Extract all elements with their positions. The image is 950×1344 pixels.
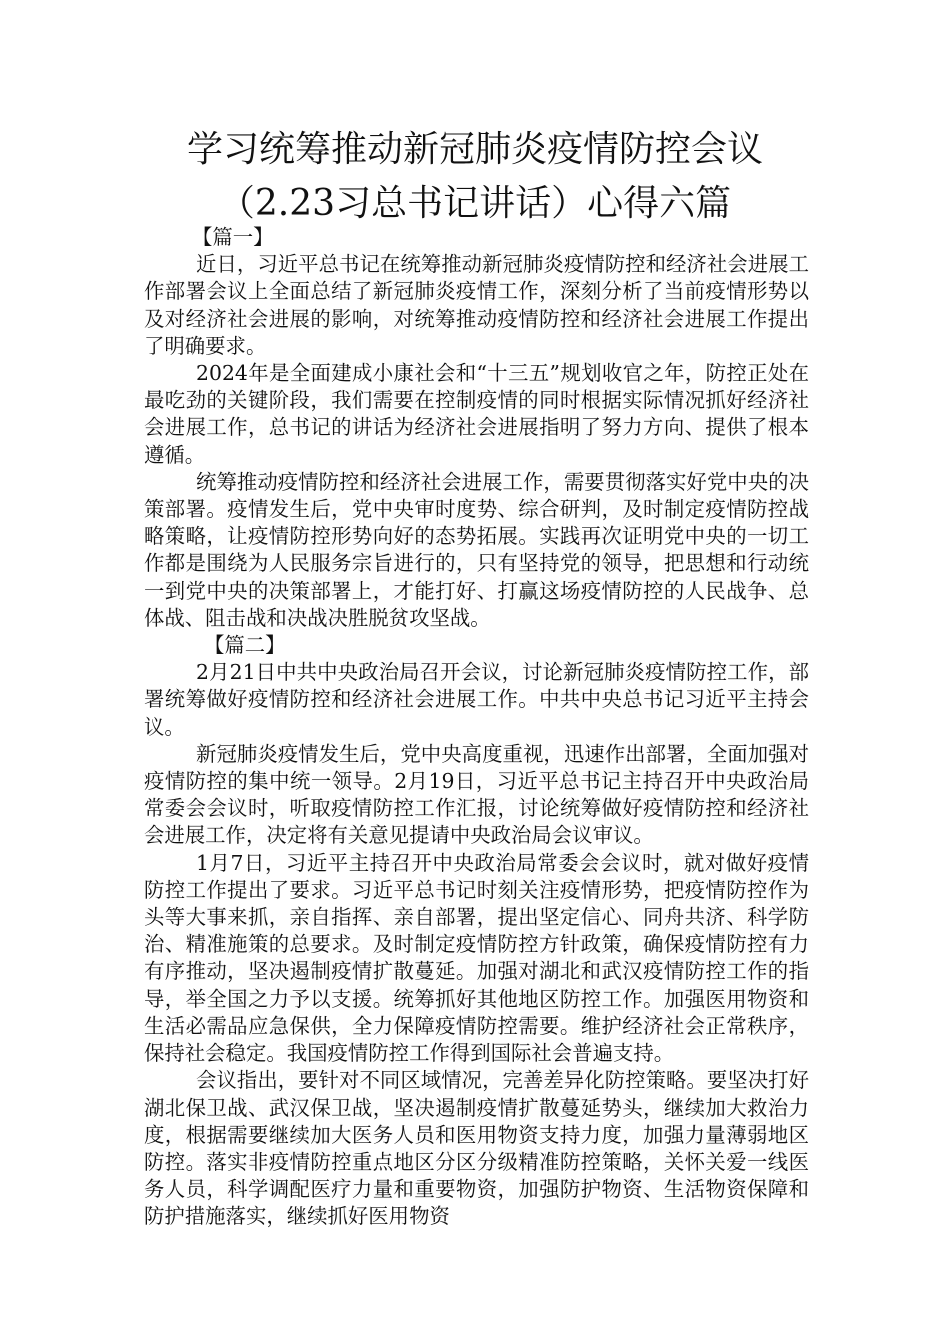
section-1-paragraph-1: 近日，习近平总书记在统筹推动新冠肺炎疫情防控和经济社会进展工作部署会议上全面总结了新冠肺炎疫情工作，深刻分析了当前疫情形势以及对经济社会进展的影响，对统筹推动疫情防控和经济社会进展工作提出了明确要求。 [144, 252, 809, 358]
document-body [144, 224, 809, 1231]
section-2-paragraph-3: 1月7日，习近平主持召开中央政治局常委会会议时，就对做好疫情防控工作提出了要求。习近平总书记时刻关注疫情形势，把疫情防控作为头等大事来抓，亲自指挥、亲自部署，提出坚定信心、同舟共济、科学防治、精准施策的总要求。及时制定疫情防控方针政策，确保疫情防控有力有序推动，坚决遏制疫情扩散蔓延。加强对湖北和武汉疫情防控工作的指导，举全国之力予以支援。统筹抓好其他地区防控工作。加强医用物资和生活必需品应急保供，全力保障疫情防控需要。维护经济社会正常秩序，保持社会稳定。我国疫情防控工作得到国际社会普遍支持。 [144, 850, 809, 1066]
section-heading-1: 【篇一】 [192, 225, 274, 249]
document-title-line-1: 学习统筹推动新冠肺炎疫情防控会议 [186, 129, 763, 170]
section-1-paragraph-3: 统筹推动疫情防控和经济社会进展工作，需要贯彻落实好党中央的决策部署。疫情发生后，党中央审时度势、综合研判，及时制定疫情防控战略策略，让疫情防控形势向好的态势拓展。实践再次证明党中央的一切工作都是围绕为人民服务宗旨进行的，只有坚持党的领导，把思想和行动统一到党中央的决策部署上，才能打好、打赢这场疫情防控的人民战争、总体战、阻击战和决战决胜脱贫攻坚战。 [144, 469, 809, 630]
document-title-line-2: （2.23习总书记讲话）心得六篇 [218, 183, 732, 224]
section-2-paragraph-4: 会议指出，要针对不同区域情况，完善差异化防控策略。要坚决打好湖北保卫战、武汉保卫战，坚决遏制疫情扩散蔓延势头，继续加大救治力度，根据需要继续加大医务人员和医用物资支持力度，加强力量薄弱地区防控。落实非疫情防控重点地区分区分级精准防控策略，关怀关爱一线医务人员，科学调配医疗力量和重要物资，加强防护物资、生活物资保障和防护措施落实，继续抓好医用物资 [144, 1068, 809, 1229]
section-2-paragraph-1: 2月21日中共中央政治局召开会议，讨论新冠肺炎疫情防控工作，部署统筹做好疫情防控和经济社会进展工作。中共中央总书记习近平主持会议。 [144, 660, 809, 739]
section-1-paragraph-2: 2024年是全面建成小康社会和“十三五”规划收官之年，防控正处在最吃劲的关键阶段，我们需要在控制疫情的同时根据实际情况抓好经济社会进展工作，总书记的讲话为经济社会进展指明了努力方向、提供了根本遵循。 [144, 361, 809, 467]
section-2-paragraph-2: 新冠肺炎疫情发生后，党中央高度重视，迅速作出部署，全面加强对疫情防控的集中统一领导。2月19日，习近平总书记主持召开中央政治局常委会会议时，听取疫情防控工作汇报，讨论统筹做好疫情防控和经济社会进展工作，决定将有关意见提请中央政治局会议审议。 [144, 741, 809, 848]
section-heading-2: 【篇二】 [204, 633, 286, 658]
